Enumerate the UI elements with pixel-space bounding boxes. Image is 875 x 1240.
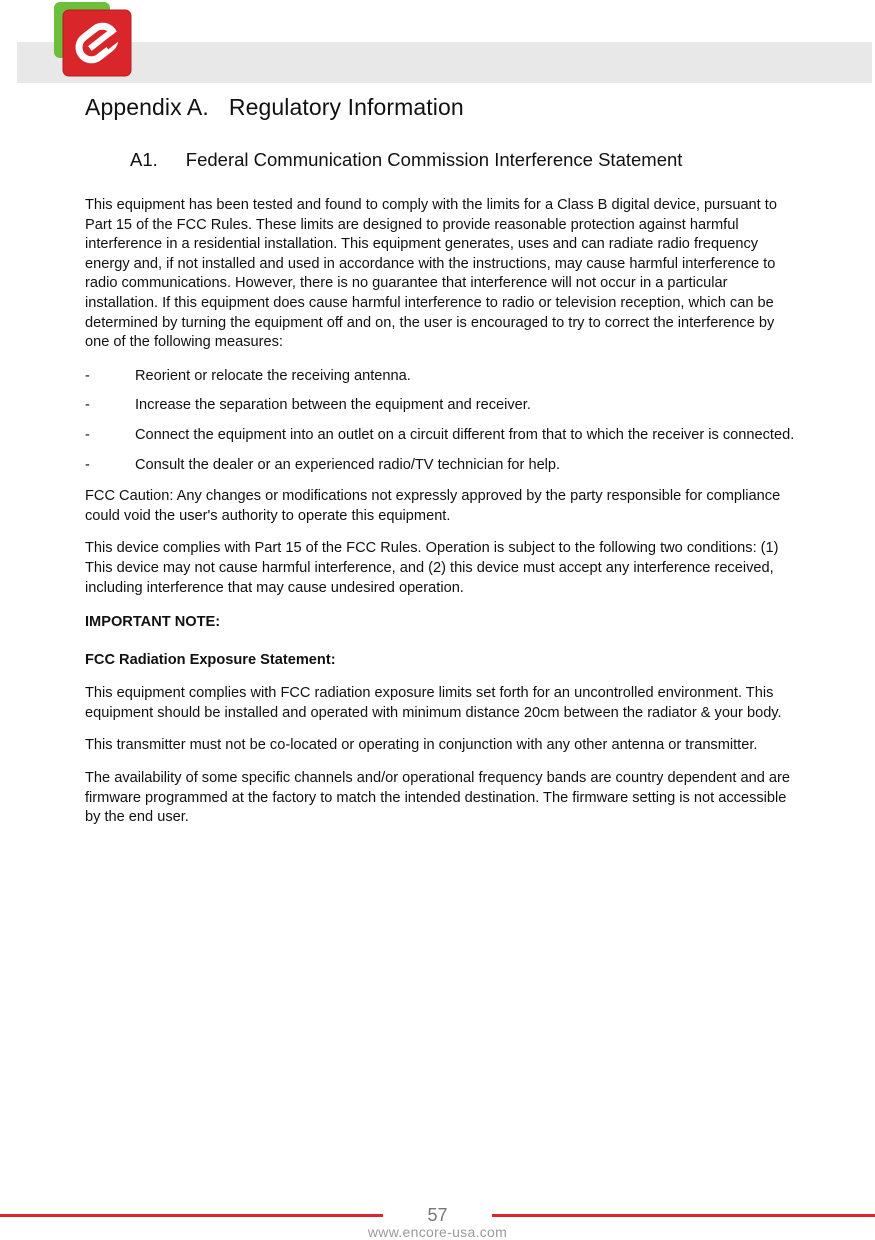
section-title: Federal Communication Commission Interference Statement bbox=[185, 149, 683, 170]
measure-item: - Connect the equipment into an outlet on a circuit different from that to which the receiver is connected. bbox=[85, 426, 795, 443]
fcc-caution-paragraph: FCC Caution: Any changes or modifications not expressly approved by the party responsible for compliance could void the user's authority to operate this equipment. bbox=[85, 488, 781, 524]
part15-paragraph: This device complies with Part 15 of the FCC Rules. Operation is subject to the following two conditions: (1) This device may not cause harmful interference, and (2) this device must accept any interference received, including interference that may cause undesired operation. bbox=[85, 540, 779, 596]
radiation-heading: FCC Radiation Exposure Statement: bbox=[85, 651, 336, 668]
appendix-label: Appendix A. bbox=[85, 94, 209, 120]
document-body bbox=[85, 196, 795, 840]
intro-paragraph: This equipment has been tested and found to comply with the limits for a Class B digital device, pursuant to Part 15 of the FCC Rules. These limits are designed to provide reasonable protection against harmful interference in a residential installation. This equipment generates, uses and can radiate radio frequency energy and, if not installed and used in accordance with the instructions, may cause harmful interference to radio communications. However, there is no guarantee that interference will not occur in a particular installation. If this equipment does cause harmful interference to radio or television reception, which can be determined by turning the equipment off and on, the user is encouraged to try to correct the interference by one of the following measures: bbox=[85, 197, 777, 351]
appendix-heading: Regulatory Information bbox=[228, 94, 464, 120]
website-link[interactable]: www.encore-usa.com bbox=[367, 1224, 508, 1240]
measure-item: - Increase the separation between the equipment and receiver. bbox=[85, 397, 531, 414]
availability-paragraph: The availability of some specific channels and/or operational frequency bands are country dependent and are firmware programmed at the factory to match the intended destination. The firmware setting is not accessible by the end user. bbox=[85, 770, 790, 826]
measure-item: - Consult the dealer or an experienced radio/TV technician for help. bbox=[85, 456, 561, 473]
radiation-paragraph: This equipment complies with FCC radiation exposure limits set forth for an uncontrolled environment. This equipment should be installed and operated with minimum distance 20cm between the radiator & your body. bbox=[85, 685, 782, 721]
section-number: A1. bbox=[130, 149, 158, 170]
appendix-title bbox=[85, 94, 464, 121]
header-bar bbox=[17, 42, 872, 83]
important-note-heading: IMPORTANT NOTE: bbox=[85, 614, 221, 631]
page-number: 57 bbox=[427, 1205, 448, 1225]
section-heading bbox=[130, 149, 682, 171]
measure-item: - Reorient or relocate the receiving antenna. bbox=[85, 367, 411, 384]
colocation-paragraph: This transmitter must not be co-located or operating in conjunction with any other antenna or transmitter. bbox=[85, 737, 758, 754]
encore-logo-icon bbox=[54, 2, 134, 80]
